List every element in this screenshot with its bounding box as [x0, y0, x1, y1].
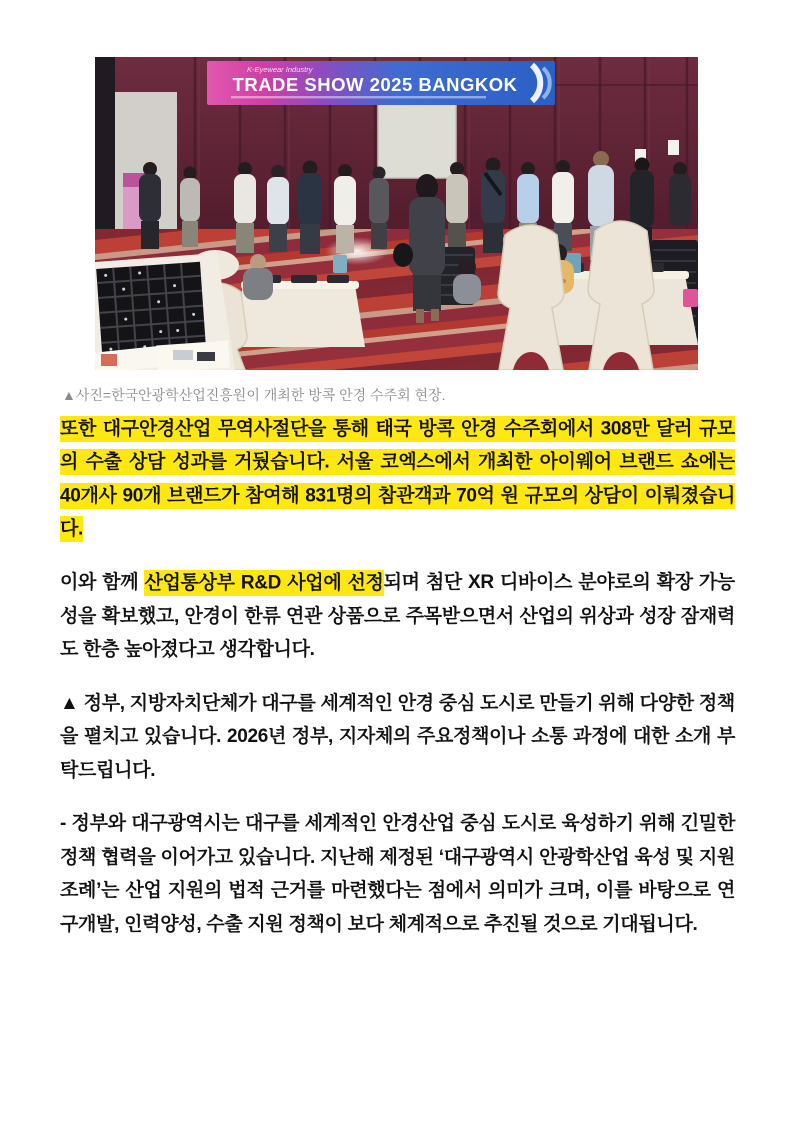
body-text: 이와 함께	[60, 572, 145, 593]
paragraph	[60, 412, 735, 546]
table-sign-card	[333, 255, 347, 273]
body-text: - 정부와 대구광역시는 대구를 세계적인 안경산업 중심 도시로 육성하기 위해 긴밀한 정책 협력을 이어가고 있습니다. 지난해 제정된 ‘대구광역시 안광학산업 육성 및 지원 조례’는 산업 지원의 법적 근거를 마련했다는 점에서 의미가 크며, 이를 바탕으로 연구개발, 인력양성, 수출 지원 정책이 보다 체계적으로 추진될 것으로 기대됩니다.	[60, 813, 735, 935]
pink-sign-card	[683, 289, 698, 307]
highlighted-text: 산업통상부 R&D 사업에 선정	[144, 570, 383, 596]
body-text: 되며 첨단 XR 디바이스 분야로의 확장 가능성을 확보했고, 안경이 한류 연관 상품으로 주목받으면서 산업의 위상과 성장 잠재력도 한층 높아졌다고 생각합니다.	[60, 572, 735, 660]
banner-pretitle: K-Eyewear Industry	[247, 65, 313, 74]
tradeshow-scene-illustration	[95, 57, 698, 370]
banner-subline	[231, 96, 486, 98]
paragraph	[60, 807, 735, 941]
black-bag	[393, 243, 413, 267]
highlighted-text: 또한 대구안경산업 무역사절단을 통해 태국 방콕 안경 수주회에서 308만 달러 규모의 수출 상담 성과를 거뒀습니다. 서울 코엑스에서 개최한 아이웨어 브랜드 쇼에는 40개사 90개 브랜드가 참여해 831명의 참관객과 70억 원 규모의 상담이 이뤄졌습니다.	[60, 416, 735, 543]
eyewear-display-counter	[95, 253, 235, 370]
paragraph	[60, 687, 735, 788]
eyewear-tray	[96, 262, 206, 357]
photo-caption: ▲사진=한국안광학산업진흥원이 개최한 방콕 안경 수주회 현장.	[62, 387, 446, 403]
paragraph	[60, 566, 735, 667]
wall-paper-sheet	[668, 140, 679, 155]
article-body	[60, 412, 735, 941]
tradeshow-banner	[207, 61, 555, 105]
banner-title: TRADE SHOW 2025 BANGKOK	[232, 74, 518, 95]
body-text: ▲ 정부, 지방자치단체가 대구를 세계적인 안경 중심 도시로 만들기 위해 다양한 정책을 펼치고 있습니다. 2026년 정부, 지자체의 주요정책이나 소통 과정에 대한 소개 부탁드립니다.	[60, 692, 735, 781]
article-photo	[95, 57, 698, 370]
